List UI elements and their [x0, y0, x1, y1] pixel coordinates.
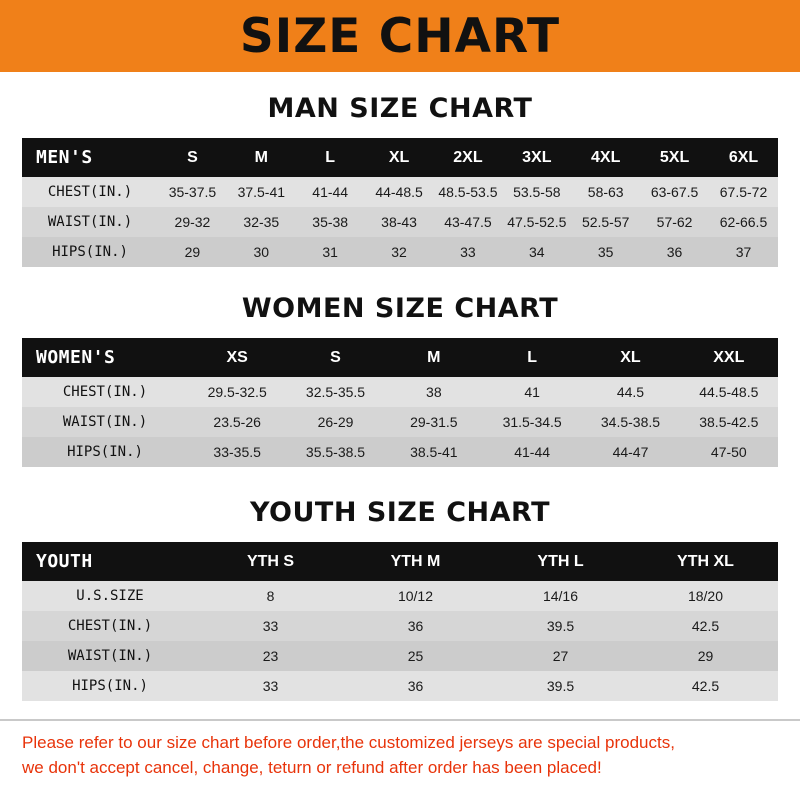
youth-header-cell-4: YTH XL	[677, 552, 734, 570]
youth-cell-0-0: 8	[266, 588, 275, 604]
page-banner	[0, 0, 800, 72]
man-cell-0-7: 63-67.5	[650, 184, 699, 200]
youth-header-cell-2: YTH M	[390, 552, 441, 570]
man-header-cell-6: 3XL	[522, 148, 552, 166]
women-cell-1-2: 29-31.5	[410, 414, 458, 430]
footer-line-1: Please refer to our size chart before order,the customized jerseys are special products,	[22, 733, 675, 752]
footer-line-2: we don't accept cancel, change, teturn or refund after order has been placed!	[22, 757, 602, 777]
man-cell-2-2: 31	[322, 244, 338, 260]
women-header-cell-5: XL	[620, 348, 641, 366]
man-cell-1-6: 52.5-57	[581, 214, 630, 230]
youth-cell-2-2: 27	[552, 648, 569, 664]
man-header-cell-3: L	[325, 148, 336, 166]
women-cell-0-5: 44.5-48.5	[699, 384, 759, 400]
man-header-cell-1: S	[187, 148, 198, 166]
women-header-cell-6: XXL	[713, 348, 745, 366]
youth-cell-2-3: 29	[697, 648, 714, 664]
man-cell-0-8: 67.5-72	[719, 184, 768, 200]
table-row	[22, 177, 778, 207]
youth-cell-2-0: 23	[262, 648, 279, 664]
women-table-body	[22, 377, 778, 467]
youth-cell-2-1: 25	[407, 648, 424, 664]
man-cell-2-4: 33	[460, 244, 476, 260]
women-row-2-label: HIPS(IN.)	[67, 444, 143, 460]
man-cell-2-0: 29	[184, 244, 201, 260]
women-cell-0-0: 29.5-32.5	[207, 384, 267, 400]
women-cell-1-4: 34.5-38.5	[600, 414, 661, 430]
table-row	[22, 581, 778, 611]
man-cell-1-1: 32-35	[243, 214, 280, 230]
women-header-cell-4: L	[527, 348, 538, 366]
youth-section	[0, 497, 800, 701]
man-cell-1-4: 43-47.5	[444, 214, 492, 230]
women-cell-0-3: 41	[524, 384, 540, 400]
youth-cell-0-3: 18/20	[687, 588, 724, 604]
women-cell-0-1: 32.5-35.5	[305, 384, 366, 400]
man-cell-2-8: 37	[735, 244, 752, 260]
women-cell-2-3: 41-44	[514, 444, 551, 460]
man-cell-1-0: 29-32	[174, 214, 211, 230]
man-cell-1-5: 47.5-52.5	[507, 214, 567, 230]
women-cell-1-0: 23.5-26	[213, 414, 261, 430]
man-cell-0-4: 48.5-53.5	[438, 184, 498, 200]
youth-row-1-label: CHEST(IN.)	[67, 618, 153, 634]
women-section	[0, 293, 800, 467]
youth-row-3-label: HIPS(IN.)	[72, 678, 148, 694]
youth-cell-1-1: 36	[407, 618, 424, 634]
man-header-cell-8: 5XL	[659, 148, 690, 166]
youth-cell-3-0: 33	[262, 678, 279, 694]
man-cell-2-5: 34	[529, 244, 545, 260]
table-row	[22, 641, 778, 671]
women-cell-1-1: 26-29	[317, 414, 354, 430]
man-table-body	[22, 177, 778, 267]
banner-edge-right	[784, 0, 800, 72]
youth-header-cell-3: YTH L	[537, 552, 584, 570]
man-cell-2-1: 30	[253, 244, 270, 260]
youth-size-table	[22, 542, 778, 701]
women-cell-1-5: 38.5-42.5	[699, 414, 759, 430]
man-row-1-label: WAIST(IN.)	[47, 214, 133, 230]
man-section	[0, 93, 800, 267]
man-cell-1-7: 57-62	[656, 214, 693, 230]
youth-cell-3-1: 36	[407, 678, 424, 694]
women-cell-0-4: 44.5	[616, 384, 645, 400]
table-header-row	[22, 542, 778, 581]
youth-cell-0-1: 10/12	[397, 588, 434, 604]
table-row	[22, 437, 778, 467]
table-row	[22, 671, 778, 701]
youth-section-title: YOUTH SIZE CHART	[249, 497, 551, 528]
table-row	[22, 377, 778, 407]
man-cell-2-3: 32	[391, 244, 407, 260]
women-row-1-label: WAIST(IN.)	[62, 414, 148, 430]
women-cell-2-0: 33-35.5	[213, 444, 261, 460]
man-section-title: MAN SIZE CHART	[267, 93, 533, 124]
man-cell-2-6: 35	[597, 244, 614, 260]
youth-header-cell-1: YTH S	[246, 552, 295, 570]
youth-header-cell-0: YOUTH	[36, 551, 93, 572]
man-cell-0-5: 53.5-58	[513, 184, 561, 200]
women-row-0-label: CHEST(IN.)	[62, 384, 148, 400]
women-cell-2-4: 44-47	[612, 444, 649, 460]
man-cell-0-0: 35-37.5	[168, 184, 217, 200]
man-header-cell-7: 4XL	[591, 148, 621, 166]
man-header-cell-0: MEN'S	[36, 147, 93, 168]
man-cell-1-2: 35-38	[312, 214, 349, 230]
man-header-cell-5: 2XL	[453, 148, 483, 166]
women-section-title: WOMEN SIZE CHART	[241, 293, 559, 324]
youth-table-header	[22, 542, 778, 581]
table-row	[22, 611, 778, 641]
table-header-row	[22, 338, 778, 377]
table-row	[22, 207, 778, 237]
women-size-table	[22, 338, 778, 467]
man-cell-1-3: 38-43	[381, 214, 417, 230]
table-row	[22, 237, 778, 267]
man-row-2-label: HIPS(IN.)	[52, 244, 128, 260]
women-table-header	[22, 338, 778, 377]
man-size-table	[22, 138, 778, 267]
women-header-cell-0: WOMEN'S	[36, 347, 116, 368]
man-cell-0-6: 58-63	[587, 184, 624, 200]
youth-cell-3-3: 42.5	[691, 678, 720, 694]
man-cell-0-1: 37.5-41	[237, 184, 286, 200]
women-header-cell-3: M	[427, 348, 441, 366]
man-table-header	[22, 138, 778, 177]
man-header-cell-4: XL	[388, 148, 410, 166]
women-header-cell-1: XS	[226, 348, 248, 366]
women-cell-2-2: 38.5-41	[410, 444, 458, 460]
youth-row-0-label: U.S.SIZE	[76, 588, 144, 604]
women-header-cell-2: S	[330, 348, 341, 366]
women-cell-1-3: 31.5-34.5	[502, 414, 562, 430]
man-header-cell-9: 6XL	[728, 148, 759, 166]
man-row-0-label: CHEST(IN.)	[47, 184, 133, 200]
youth-cell-1-0: 33	[262, 618, 279, 634]
youth-cell-0-2: 14/16	[542, 588, 579, 604]
man-cell-0-2: 41-44	[312, 184, 349, 200]
man-cell-1-8: 62-66.5	[719, 214, 768, 230]
man-cell-0-3: 44-48.5	[375, 184, 423, 200]
man-cell-2-7: 36	[666, 244, 683, 260]
women-cell-2-5: 47-50	[710, 444, 747, 460]
women-cell-0-2: 38	[426, 384, 442, 400]
table-row	[22, 407, 778, 437]
women-cell-2-1: 35.5-38.5	[305, 444, 366, 460]
banner-edge-left	[0, 0, 16, 72]
youth-cell-1-2: 39.5	[546, 618, 575, 634]
table-header-row	[22, 138, 778, 177]
man-header-cell-2: M	[254, 148, 268, 166]
youth-table-body	[22, 581, 778, 701]
footer-disclaimer	[0, 719, 800, 780]
youth-cell-1-3: 42.5	[691, 618, 720, 634]
youth-row-2-label: WAIST(IN.)	[67, 648, 153, 664]
page-title: SIZE CHART	[239, 8, 561, 64]
youth-cell-3-2: 39.5	[546, 678, 575, 694]
